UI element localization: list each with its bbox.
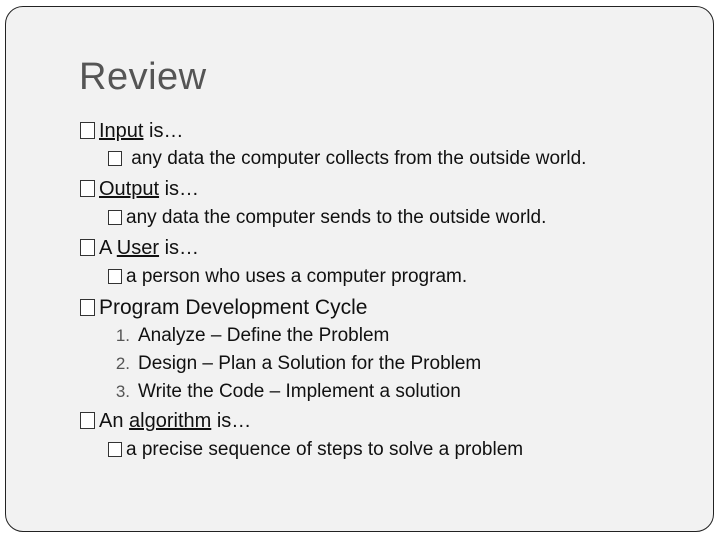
bullet-user bbox=[80, 237, 199, 260]
checkbox-bullet-icon bbox=[80, 239, 95, 256]
bullet-output bbox=[80, 178, 199, 201]
cycle-step-3 bbox=[94, 381, 461, 403]
bullet-suffix: is… bbox=[159, 178, 200, 200]
bullet-suffix: is… bbox=[143, 120, 184, 142]
checkbox-bullet-icon bbox=[108, 151, 122, 166]
checkbox-bullet-icon bbox=[80, 180, 95, 197]
checkbox-bullet-icon bbox=[108, 210, 122, 225]
step-text: Write the Code – Implement a solution bbox=[138, 381, 461, 402]
definition-text: any data the computer sends to the outside world. bbox=[126, 207, 547, 228]
definition-text: a person who uses a computer program. bbox=[126, 266, 468, 287]
bullet-prefix: A bbox=[99, 237, 117, 259]
checkbox-bullet-icon bbox=[80, 412, 95, 429]
cycle-step-1 bbox=[94, 325, 389, 347]
checkbox-bullet-icon bbox=[108, 269, 122, 284]
bullet-heading: Program Development Cycle bbox=[99, 296, 368, 319]
definition-text: any data the computer collects from the outside world. bbox=[126, 148, 587, 169]
definition-output bbox=[108, 207, 546, 229]
definition-user bbox=[108, 266, 467, 288]
bullet-suffix: is… bbox=[159, 237, 200, 259]
term-input: Input bbox=[99, 120, 144, 142]
step-number: 2. bbox=[115, 354, 130, 373]
definition-algorithm bbox=[108, 439, 523, 461]
bullet-algorithm bbox=[80, 410, 251, 433]
bullet-input bbox=[80, 120, 183, 143]
checkbox-bullet-icon bbox=[80, 299, 95, 316]
definition-text: a precise sequence of steps to solve a problem bbox=[126, 439, 524, 460]
term-user: User bbox=[116, 237, 160, 259]
bullet-suffix: is… bbox=[211, 410, 252, 432]
checkbox-bullet-icon bbox=[80, 122, 95, 139]
term-algorithm: algorithm bbox=[129, 410, 212, 432]
cycle-step-2 bbox=[94, 353, 481, 375]
checkbox-bullet-icon bbox=[108, 442, 122, 457]
step-number: 1. bbox=[115, 326, 130, 345]
step-text: Design – Plan a Solution for the Problem bbox=[138, 353, 482, 374]
step-text: Analyze – Define the Problem bbox=[138, 325, 390, 346]
bullet-program-development-cycle bbox=[80, 296, 367, 320]
step-number: 3. bbox=[115, 382, 130, 401]
slide-title: Review bbox=[79, 56, 207, 98]
term-output: Output bbox=[99, 178, 160, 200]
definition-input bbox=[108, 148, 586, 170]
bullet-prefix: An bbox=[99, 410, 130, 432]
